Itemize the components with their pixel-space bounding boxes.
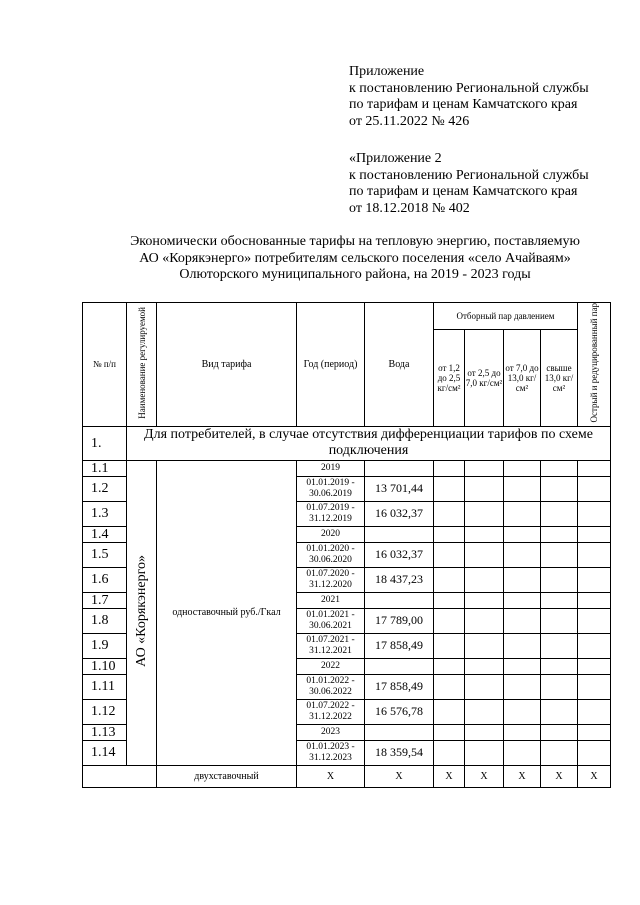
row-empty-cell — [434, 592, 465, 608]
row-empty-cell — [578, 658, 611, 674]
row-empty-cell — [434, 501, 465, 526]
org-name: АО «Корякэнерго» — [134, 555, 149, 667]
row-num: 1.8 — [83, 608, 127, 633]
document-title — [80, 234, 630, 284]
row-water: 13 701,44 — [365, 476, 434, 501]
title-line: Олюторского муниципального района, на 2019 - 2023 годы — [179, 267, 531, 282]
two-rate-value: X — [541, 765, 578, 787]
row-water: 16 032,37 — [365, 501, 434, 526]
row-empty-cell — [465, 526, 504, 542]
row-empty-cell — [504, 724, 541, 740]
header-org — [127, 303, 157, 427]
row-empty-cell — [434, 699, 465, 724]
row-period: 01.01.2022 - 30.06.2022 — [297, 674, 365, 699]
row-water — [365, 658, 434, 674]
row-empty-cell — [434, 633, 465, 658]
row-period: 2022 — [297, 658, 365, 674]
row-water: 18 437,23 — [365, 567, 434, 592]
row-empty-cell — [434, 460, 465, 476]
row-empty-cell — [541, 592, 578, 608]
row-num: 1.10 — [83, 658, 127, 674]
row-period: 2023 — [297, 724, 365, 740]
table-row — [83, 460, 611, 476]
row-period: 2021 — [297, 592, 365, 608]
row-water: 18 359,54 — [365, 740, 434, 765]
row-period: 2019 — [297, 460, 365, 476]
row-empty-cell — [578, 592, 611, 608]
row-water: 16 032,37 — [365, 542, 434, 567]
row-water — [365, 724, 434, 740]
row-num: 1.7 — [83, 592, 127, 608]
row-empty-cell — [541, 658, 578, 674]
row-empty-cell — [578, 567, 611, 592]
row-empty-cell — [434, 567, 465, 592]
row-empty-cell — [504, 699, 541, 724]
row-num: 1.11 — [83, 674, 127, 699]
row-empty-cell — [578, 724, 611, 740]
tariff-table-body — [83, 303, 611, 788]
row-empty-cell — [465, 542, 504, 567]
appendix-line: по тарифам и ценам Камчатского края — [349, 97, 578, 112]
row-period: 01.01.2023 - 31.12.2023 — [297, 740, 365, 765]
row-empty-cell — [578, 633, 611, 658]
appendix-line: от 25.11.2022 № 426 — [349, 113, 470, 129]
row-empty-cell — [465, 633, 504, 658]
row-empty-cell — [541, 542, 578, 567]
row-empty-cell — [434, 476, 465, 501]
appendix-note-current — [349, 64, 619, 130]
row-water: 17 789,00 — [365, 608, 434, 633]
two-rate-value: X — [365, 765, 434, 787]
two-rate-label: двухставочный — [157, 765, 297, 787]
row-num: 1.9 — [83, 633, 127, 658]
row-empty-cell — [465, 740, 504, 765]
header-steam-group: Отборный пар давлением — [434, 303, 578, 330]
row-empty-cell — [434, 542, 465, 567]
row-empty-cell — [465, 567, 504, 592]
row-num: 1.13 — [83, 724, 127, 740]
table-header-row — [83, 303, 611, 330]
row-empty-cell — [541, 608, 578, 633]
row-empty-cell — [465, 476, 504, 501]
row-empty-cell — [504, 633, 541, 658]
header-num: № п/п — [83, 303, 127, 427]
row-num: 1.1 — [83, 460, 127, 476]
two-rate-value: X — [504, 765, 541, 787]
header-steam4: свыше 13,0 кг/см² — [541, 329, 578, 426]
header-year: Год (период) — [297, 303, 365, 427]
row-empty-cell — [578, 526, 611, 542]
single-rate-cell: одноставочный руб./Гкал — [157, 460, 297, 765]
row-empty-cell — [541, 674, 578, 699]
row-empty-cell — [541, 501, 578, 526]
appendix-line: «Приложение 2 — [349, 151, 442, 166]
row-empty-cell — [465, 608, 504, 633]
row-water: 17 858,49 — [365, 633, 434, 658]
row-empty-cell — [578, 542, 611, 567]
row-water — [365, 460, 434, 476]
row-empty-cell — [504, 740, 541, 765]
tariff-table — [82, 302, 611, 788]
row-period: 2020 — [297, 526, 365, 542]
row-period: 01.01.2020 - 30.06.2020 — [297, 542, 365, 567]
row-empty-cell — [504, 658, 541, 674]
row-empty-cell — [504, 608, 541, 633]
row-water: 17 858,49 — [365, 674, 434, 699]
row-num: 1.4 — [83, 526, 127, 542]
row-empty-cell — [504, 674, 541, 699]
two-rate-value: X — [578, 765, 611, 787]
row-empty-cell — [465, 699, 504, 724]
row-empty-cell — [465, 674, 504, 699]
row-empty-cell — [541, 526, 578, 542]
row-empty-cell — [434, 526, 465, 542]
two-rate-value: X — [465, 765, 504, 787]
row-empty-cell — [541, 476, 578, 501]
row-empty-cell — [541, 633, 578, 658]
header-water: Вода — [365, 303, 434, 427]
row-empty-cell — [578, 674, 611, 699]
row-empty-cell — [578, 501, 611, 526]
header-sharp-text: Острый и редуцированный пар — [589, 303, 599, 423]
appendix-line: к постановлению Региональной службы — [349, 80, 589, 96]
row-num: 1.3 — [83, 501, 127, 526]
row-empty-cell — [504, 501, 541, 526]
appendix-line: по тарифам и ценам Камчатского края — [349, 184, 578, 199]
section-text: Для потребителей, в случае отсутствия дифференциации тарифов по схеме подключения — [127, 426, 611, 460]
row-period: 01.07.2021 - 31.12.2021 — [297, 633, 365, 658]
row-water — [365, 526, 434, 542]
row-water: 16 576,78 — [365, 699, 434, 724]
header-steam2: от 2,5 до 7,0 кг/см² — [465, 329, 504, 426]
row-period: 01.01.2019 - 30.06.2019 — [297, 476, 365, 501]
section-num: 1. — [83, 426, 127, 460]
two-rate-empty — [83, 765, 157, 787]
row-empty-cell — [504, 542, 541, 567]
appendix-note-original — [349, 151, 619, 217]
row-empty-cell — [541, 460, 578, 476]
two-rate-value: X — [434, 765, 465, 787]
row-empty-cell — [465, 501, 504, 526]
row-num: 1.14 — [83, 740, 127, 765]
two-rate-value: X — [297, 765, 365, 787]
appendix-line: к постановлению Региональной службы — [349, 167, 589, 183]
row-empty-cell — [434, 674, 465, 699]
row-empty-cell — [504, 476, 541, 501]
row-period: 01.07.2022 - 31.12.2022 — [297, 699, 365, 724]
row-period: 01.01.2021 - 30.06.2021 — [297, 608, 365, 633]
row-empty-cell — [541, 567, 578, 592]
row-empty-cell — [434, 724, 465, 740]
section-row — [83, 426, 611, 460]
row-num: 1.5 — [83, 542, 127, 567]
row-empty-cell — [541, 724, 578, 740]
row-period: 01.07.2020 - 31.12.2020 — [297, 567, 365, 592]
row-empty-cell — [434, 658, 465, 674]
row-empty-cell — [541, 740, 578, 765]
org-cell — [127, 460, 157, 765]
row-period: 01.07.2019 - 31.12.2019 — [297, 501, 365, 526]
two-rate-row — [83, 765, 611, 787]
row-water — [365, 592, 434, 608]
row-num: 1.2 — [83, 476, 127, 501]
title-line: Экономически обоснованные тарифы на тепловую энергию, поставляемую — [130, 234, 580, 249]
row-empty-cell — [578, 740, 611, 765]
title-line: АО «Корякэнерго» потребителям сельского поселения «село Ачайваям» — [139, 250, 571, 266]
row-empty-cell — [578, 699, 611, 724]
row-empty-cell — [434, 608, 465, 633]
row-empty-cell — [578, 608, 611, 633]
appendix-line: от 18.12.2018 № 402 — [349, 200, 470, 216]
row-empty-cell — [504, 567, 541, 592]
header-sharp — [578, 303, 611, 427]
row-empty-cell — [465, 460, 504, 476]
row-empty-cell — [504, 526, 541, 542]
row-empty-cell — [465, 592, 504, 608]
row-num: 1.6 — [83, 567, 127, 592]
row-empty-cell — [465, 658, 504, 674]
header-steam1: от 1,2 до 2,5 кг/см² — [434, 329, 465, 426]
header-org-text: Наименование регулируемой — [136, 306, 147, 419]
row-empty-cell — [504, 592, 541, 608]
row-empty-cell — [578, 460, 611, 476]
row-empty-cell — [541, 699, 578, 724]
row-empty-cell — [504, 460, 541, 476]
row-num: 1.12 — [83, 699, 127, 724]
header-steam3: от 7,0 до 13,0 кг/см² — [504, 329, 541, 426]
row-empty-cell — [465, 724, 504, 740]
appendix-line: Приложение — [349, 64, 425, 79]
row-empty-cell — [578, 476, 611, 501]
row-empty-cell — [434, 740, 465, 765]
header-tariff-type: Вид тарифа — [157, 303, 297, 427]
